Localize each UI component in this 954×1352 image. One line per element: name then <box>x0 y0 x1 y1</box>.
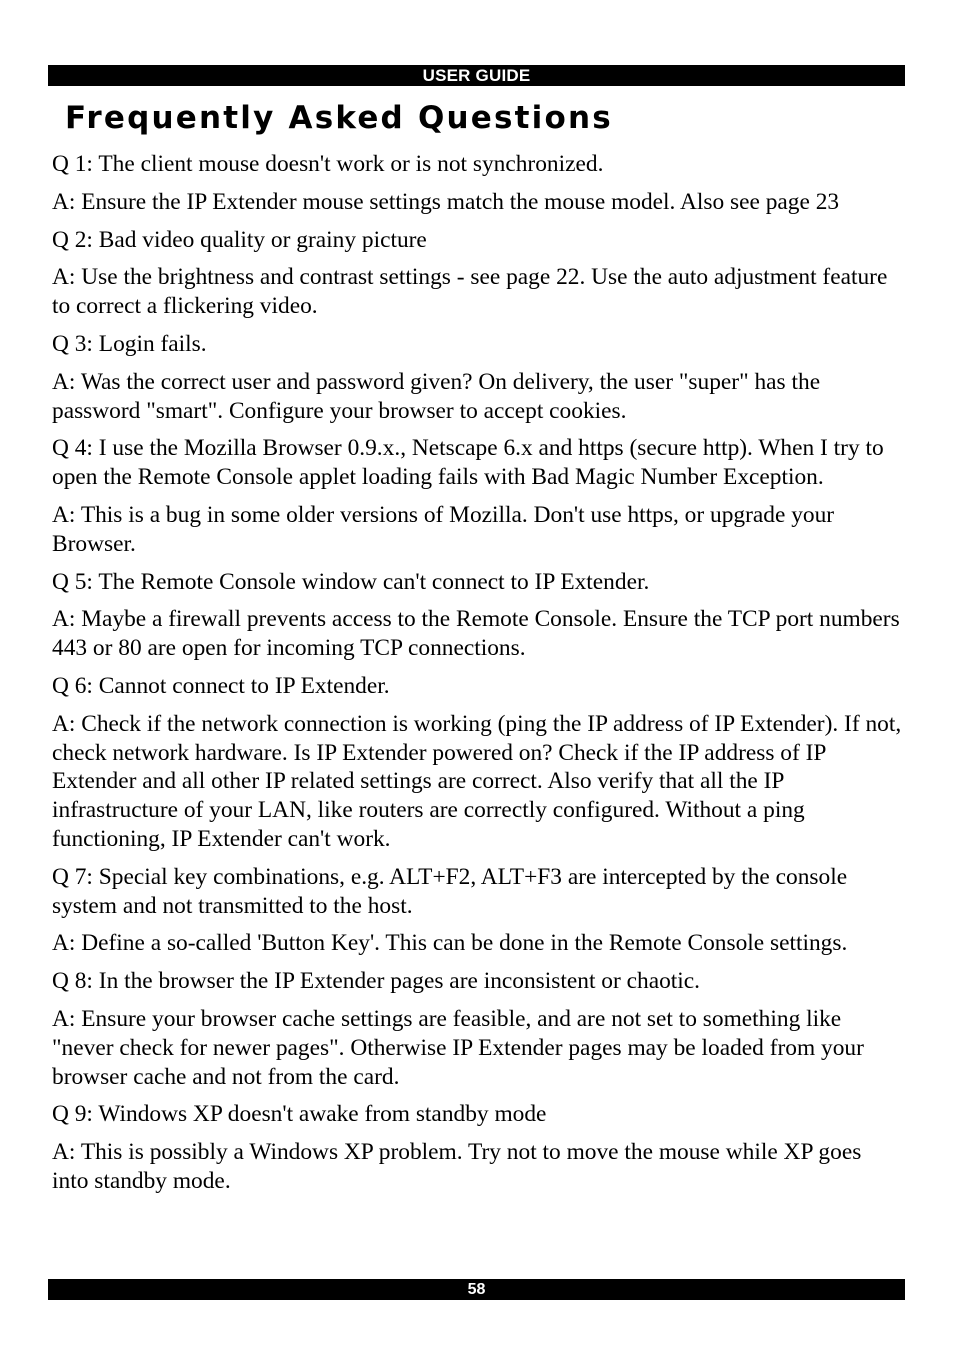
faq-question-2: Q 2: Bad video quality or grainy picture <box>52 226 427 253</box>
faq-answer-9: A: This is possibly a Windows XP problem. Try not to move the mouse while XP goes into standby mode. <box>52 1139 862 1194</box>
faq-answer-3: A: Was the correct user and password given? On delivery, the user "super" has the password "smart". Configure your browser to accept cookies. <box>52 368 821 424</box>
faq-answer-8: A: Ensure your browser cache settings are feasible, and are not set to something like "never check for newer pages". Otherwise IP Extender pages may be loaded from your browser cache and not from the card. <box>52 1005 864 1090</box>
faq-answer-7: A: Define a so-called 'Button Key'. This can be done in the Remote Console settings. <box>52 930 848 957</box>
faq-question-1: Q 1: The client mouse doesn't work or is not synchronized. <box>52 151 604 177</box>
header-label: USER GUIDE <box>422 66 531 85</box>
faq-answer-1: A: Ensure the IP Extender mouse settings match the mouse model. Also see page 23 <box>52 188 840 215</box>
faq-question-6: Q 6: Cannot connect to IP Extender. <box>52 672 390 699</box>
header-bar <box>48 65 905 86</box>
faq-question-7: Q 7: Special key combinations, e.g. ALT+F2, ALT+F3 are intercepted by the console system and not transmitted to the host. <box>52 863 848 919</box>
faq-answer-4: A: This is a bug in some older versions of Mozilla. Don't use https, or upgrade your Browser. <box>52 501 835 557</box>
faq-answer-6: A: Check if the network connection is working (ping the IP address of IP Extender). If not, check network hardware. Is IP Extender powered on? Check if the IP address of IP Extender and all other IP related settings are correct. Also verify that all the IP infrastructure of your LAN, like routers are correctly configured. Without a ping functioning, IP Extender can't work. <box>52 710 902 852</box>
footer-bar <box>48 1279 905 1300</box>
page-title: Frequently Asked Questions <box>65 100 613 136</box>
faq-list <box>52 150 902 1205</box>
page-number: 58 <box>467 1281 486 1298</box>
faq-answer-2: A: Use the brightness and contrast settings - see page 22. Use the auto adjustment feature to correct a flickering video. <box>52 264 888 320</box>
faq-question-3: Q 3: Login fails. <box>52 330 207 357</box>
faq-question-8: Q 8: In the browser the IP Extender pages are inconsistent or chaotic. <box>52 968 701 995</box>
faq-question-4: Q 4: I use the Mozilla Browser 0.9.x., Netscape 6.x and https (secure http). When I try to open the Remote Console applet loading fails with Bad Magic Number Exception. <box>52 435 884 491</box>
faq-question-9: Q 9: Windows XP doesn't awake from standby mode <box>52 1101 547 1128</box>
faq-question-5: Q 5: The Remote Console window can't connect to IP Extender. <box>52 568 650 595</box>
faq-answer-5: A: Maybe a firewall prevents access to the Remote Console. Ensure the TCP port numbers 443 or 80 are open for incoming TCP connections. <box>52 606 900 662</box>
